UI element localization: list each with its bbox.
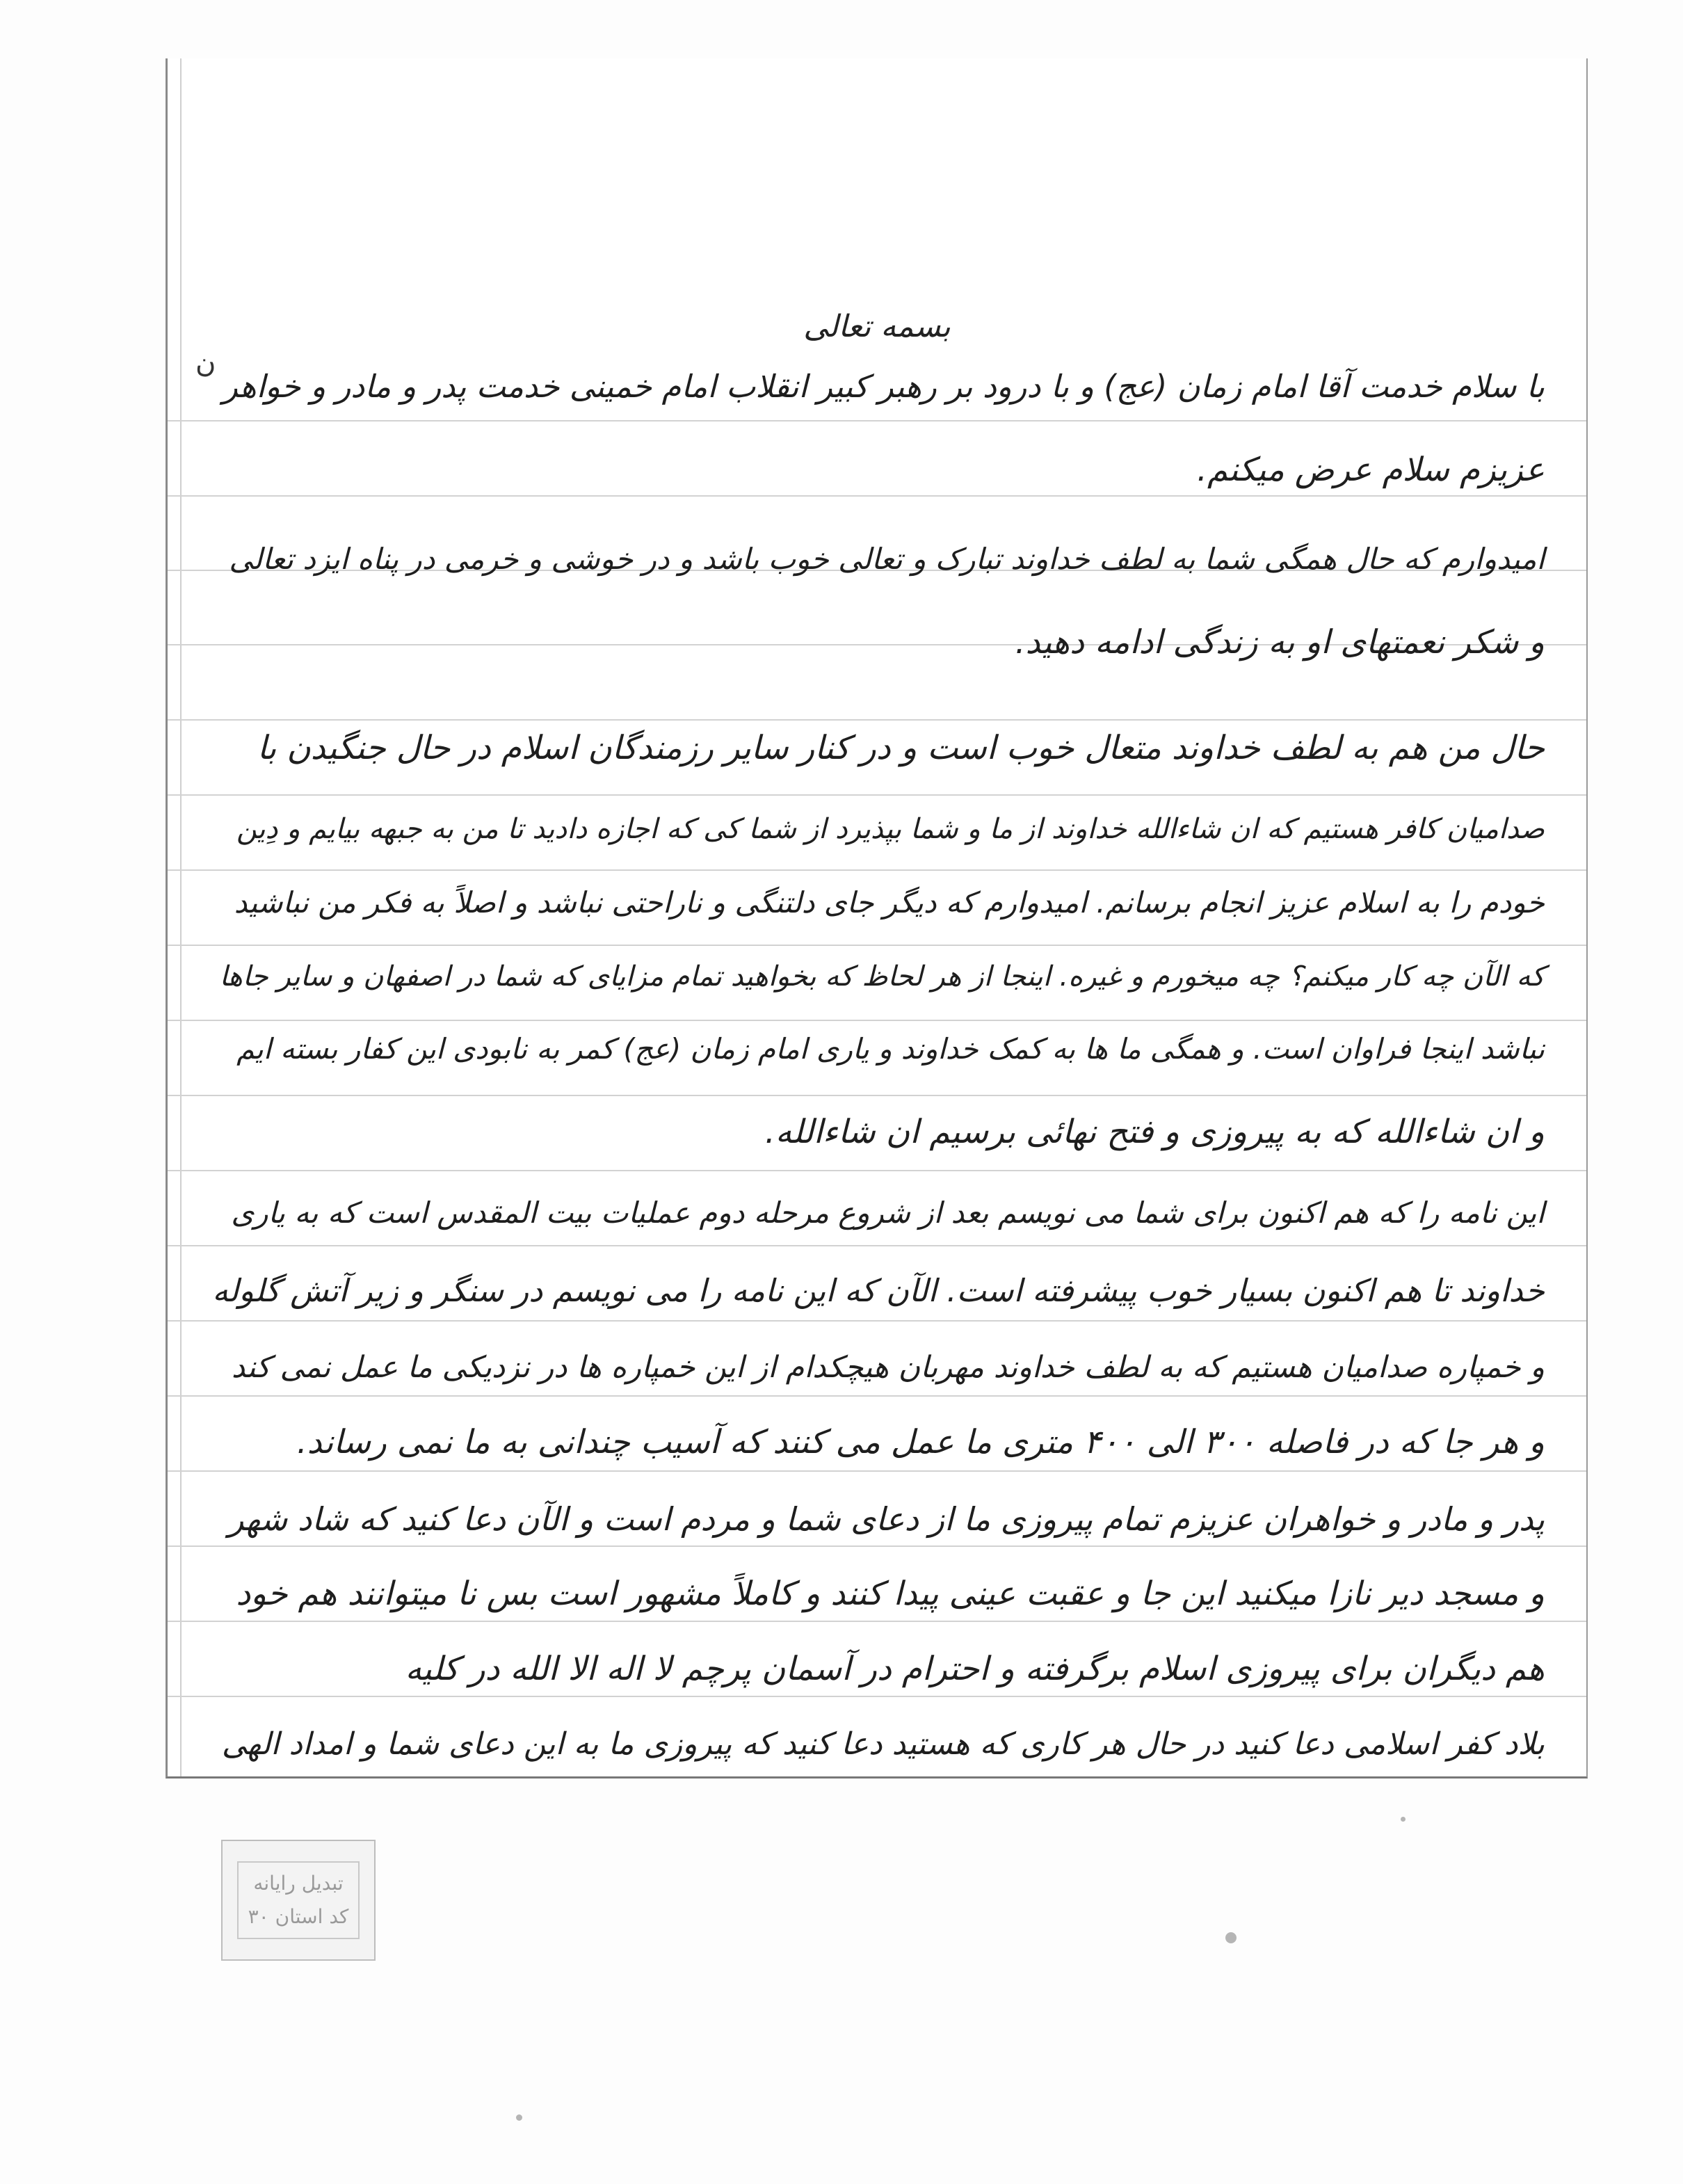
letter-line: عزیزم سلام عرض میکنم. [1197,451,1545,489]
archive-stamp-box [237,1861,360,1939]
stamp-line: کد استان ۳۰ [248,1905,349,1928]
letter-line: هم دیگران برای پیروزی اسلام برگرفته و احترام در آسمان پرچم لا اله الا الله در کلیه [405,1650,1545,1688]
ruled-line [168,1545,1586,1547]
ruled-line [168,794,1586,796]
ruled-line [168,420,1586,421]
letter-line: بلاد کفر اسلامی دعا کنید در حال هر کاری که هستید دعا کنید که پیروزی ما به این دعای شما و امداد الهی [221,1726,1545,1762]
archive-stamp [221,1840,376,1961]
ruled-line [168,719,1586,721]
letter-line: پدر و مادر و خواهران عزیزم تمام پیروزی ما از دعای شما و مردم است و الآن دعا کنید که شاد شهر [228,1500,1545,1538]
letter-line: نباشد اینجا فراوان است. و همگی ما ها به کمک خداوند و یاری امام زمان (عج) کمر به نابودی این کفار بسته ایم [236,1032,1545,1066]
letter-line: و خمپاره صدامیان هستیم که به لطف خداوند مهربان هیچکدام از این خمپاره ها در نزدیکی ما عمل نمی کند [231,1350,1545,1385]
letter-line: خداوند تا هم اکنون بسیار خوب پیشرفته است. الآن که این نامه را می نویسم در سنگر و زیر آتش گلوله [212,1272,1545,1309]
letter-line: خودم را به اسلام عزیز انجام برسانم. امیدوارم که دیگر جای دلتنگی و ناراحتی نباشد و اصلاً به فکر من نباشید [234,885,1545,920]
scan-speck [1401,1817,1406,1822]
ruled-line [168,1696,1586,1697]
letter-line: حال من هم به لطف خداوند متعال خوب است و در کنار سایر رزمندگان اسلام در حال جنگیدن با [257,729,1545,767]
stamp-line: تبدیل رایانه [253,1872,344,1895]
letter-line: امیدوارم که حال همگی شما به لطف خداوند تبارک و تعالی خوب باشد و در خوشی و خرمی در پناه ایزد تعالی [229,542,1545,576]
ruled-line [168,1095,1586,1096]
ruled-line [168,1245,1586,1246]
letter-line: و شکر نعمتهای او به زندگی ادامه دهید. [1015,623,1545,661]
letter-line: که الآن چه کار میکنم؟ چه میخورم و غیره. اینجا از هر لحاظ که بخواهید تمام مزایای که شما در اصفهان و سایر جاها [219,961,1545,993]
letter-line: و ان شاءالله که به پیروزی و فتح نهائی برسیم ان شاءالله. [764,1113,1545,1151]
letter-line: با سلام خدمت آقا امام زمان (عج) و با درود بر رهبر کبیر انقلاب امام خمینی خدمت پدر و مادر و خواهر [223,368,1545,405]
corner-mark: ن [195,347,216,379]
letter-line: و مسجد دیر نازا میکنید این جا و عقبت عینی پیدا کنند و کاملاً مشهور است بس نا میتوانند هم خود [236,1575,1545,1613]
ruled-line [168,1470,1586,1472]
ruled-line [168,1320,1586,1322]
ruled-line [168,945,1586,946]
letter-line: این نامه را که هم اکنون برای شما می نویسم بعد از شروع مرحله دوم عملیات بیت المقدس است که به یاری [231,1196,1545,1230]
notebook-page [166,58,1588,1778]
letter-heading: بسمه تعالی [803,309,951,344]
ruled-line [168,1170,1586,1171]
letter-line: صدامیان کافر هستیم که ان شاءالله خداوند از ما و شما بپذیرد از شما کی که اجازه دادید تا من به جبهه بیایم و دِین [236,813,1545,845]
letter-line: و هر جا که در فاصله ۳۰۰ الی ۴۰۰ متری ما عمل می کنند که آسیب چندانی به ما نمی رساند. [296,1423,1545,1461]
ruled-line [168,869,1586,871]
ruled-line [168,1395,1586,1397]
ruled-line [168,1020,1586,1021]
ruled-line [168,495,1586,497]
scan-speck [1225,1932,1237,1943]
scan-speck [516,2114,522,2121]
ruled-line [168,1621,1586,1622]
